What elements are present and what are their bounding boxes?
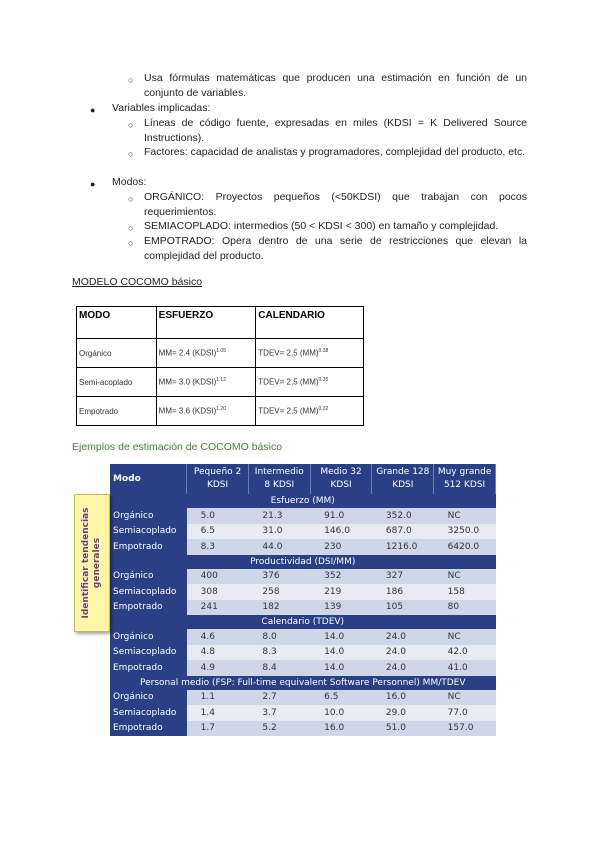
table-cell: 4.6 [187, 629, 249, 645]
table-row [110, 508, 496, 524]
table-cell: 3250.0 [434, 524, 496, 540]
cell-modo: Semi-acoplado [77, 368, 157, 397]
bullet-circle: ○ [128, 120, 134, 130]
table-cell: NC [434, 690, 496, 706]
row-label: Empotrado [110, 539, 187, 555]
table-cell: 3.7 [248, 705, 310, 721]
table-cell: 327 [372, 569, 434, 585]
table-cell: 6.5 [310, 690, 372, 706]
exponent: 1.20 [216, 406, 226, 413]
cell-modo: Empotrado [77, 397, 157, 426]
table-cell: 258 [248, 584, 310, 600]
header-modo: Modo [110, 464, 187, 494]
table-cell: 186 [372, 584, 434, 600]
table-cell: 91.0 [310, 508, 372, 524]
bullet-circle: ○ [128, 238, 134, 248]
section-title: Esfuerzo (MM) [110, 494, 496, 508]
header-muy-grande: Muy grande 512 KDSI [434, 464, 496, 494]
table-cell: 24.0 [372, 629, 434, 645]
table-row [77, 339, 364, 368]
bullet-circle: ○ [128, 149, 134, 159]
list-item-formulas: Usa fórmulas matemáticas que producen una estimación en función de un conjunto de variables. [144, 72, 527, 99]
table-cell: 14.0 [310, 645, 372, 661]
table-cell: 1.4 [187, 705, 249, 721]
table-cell: 6420.0 [434, 539, 496, 555]
table-row [110, 539, 496, 555]
table-cell: 4.8 [187, 645, 249, 661]
table-row [110, 690, 496, 706]
cocomo-basic-table [76, 306, 364, 426]
table-cell: 1.7 [187, 721, 249, 737]
table-cell: 8.3 [248, 645, 310, 661]
exponent: 1.12 [216, 377, 226, 384]
table-cell: 24.0 [372, 645, 434, 661]
exponent: 0.38 [318, 348, 329, 355]
table-cell: 5.2 [248, 721, 310, 737]
table-cell: NC [434, 569, 496, 585]
row-label: Orgánico [110, 508, 187, 524]
table-row [110, 569, 496, 585]
exponent: 0.32 [318, 406, 329, 413]
list-heading-modos: Modos: [112, 176, 147, 188]
table-cell: 41.0 [434, 660, 496, 676]
header-esfuerzo: ESFUERZO [156, 307, 256, 339]
cell-esfuerzo [156, 368, 256, 397]
list-heading-variables: Variables implicadas: [112, 102, 211, 114]
header-intermedio: Intermedio 8 KDSI [248, 464, 310, 494]
header-pequeno: Pequeño 2 KDSI [187, 464, 249, 494]
bullet-dot: ● [90, 179, 96, 189]
formula: TDEV= 2,5 (MM) [258, 348, 319, 358]
table-cell: 14.0 [310, 629, 372, 645]
row-label: Semiacoplado [110, 705, 187, 721]
table-cell: 29.0 [372, 705, 434, 721]
table-row [110, 524, 496, 540]
exponent: 1.05 [216, 348, 226, 355]
table-row [110, 721, 496, 737]
formula: MM= 3.0 (KDSI) [158, 377, 217, 387]
table-cell: 2.7 [248, 690, 310, 706]
table-cell: 8.0 [248, 629, 310, 645]
table-cell: 6.5 [187, 524, 249, 540]
table-cell: 21.3 [248, 508, 310, 524]
table-cell: 8.4 [248, 660, 310, 676]
table-cell: 158 [434, 584, 496, 600]
table-cell: 230 [310, 539, 372, 555]
row-label: Semiacoplado [110, 524, 187, 540]
table-cell: 1216.0 [372, 539, 434, 555]
examples-title: Ejemplos de estimación de COCOMO básico [72, 441, 283, 453]
list-item-organico: ORGÁNICO: Proyectos pequeños (<50KDSI) que trabajan con pocos requerimientos. [144, 191, 527, 218]
header-medio: Medio 32 KDSI [310, 464, 372, 494]
sticky-note-text: Identificar tendencias generales [81, 507, 102, 619]
table-cell: 80 [434, 600, 496, 616]
list-item-factores: Factores: capacidad de analistas y programadores, complejidad del producto, etc. [144, 146, 526, 158]
table-cell: NC [434, 508, 496, 524]
section-title: Personal medio (FSP: Full-time equivalent Software Personnel) MM/TDEV [110, 676, 496, 690]
table-row [110, 629, 496, 645]
header-calendario: CALENDARIO [256, 307, 364, 339]
table-cell: 10.0 [310, 705, 372, 721]
section-row [110, 494, 496, 508]
cell-esfuerzo [156, 339, 256, 368]
exponent: 0.35 [318, 377, 329, 384]
formula: TDEV= 2,5 (MM) [258, 406, 319, 416]
cell-calendario [256, 339, 364, 368]
table-cell: 352.0 [372, 508, 434, 524]
model-title: MODELO COCOMO básico [72, 276, 203, 288]
bullet-circle: ○ [128, 223, 134, 233]
sticky-note [74, 494, 110, 632]
table-cell: 77.0 [434, 705, 496, 721]
row-label: Orgánico [110, 629, 187, 645]
list-item-lineas: Líneas de código fuente, expresadas en miles (KDSI = K Delivered Source Instructions). [144, 117, 527, 144]
section-title: Productividad (DSI/MM) [110, 555, 496, 569]
table-cell: 105 [372, 600, 434, 616]
table-cell: 308 [187, 584, 249, 600]
table-row [77, 368, 364, 397]
bullet-circle: ○ [128, 75, 134, 85]
table-row [110, 600, 496, 616]
table-row [110, 584, 496, 600]
cocomo-examples-table [110, 464, 496, 736]
table-cell: 51.0 [372, 721, 434, 737]
table-cell: NC [434, 629, 496, 645]
table-cell: 16.0 [310, 721, 372, 737]
table-cell: 24.0 [372, 660, 434, 676]
cell-esfuerzo [156, 397, 256, 426]
table-row [110, 660, 496, 676]
section-title: Calendario (TDEV) [110, 615, 496, 629]
table-cell: 182 [248, 600, 310, 616]
formula: TDEV= 2,5 (MM) [258, 377, 319, 387]
section-row [110, 676, 496, 690]
table-cell: 42.0 [434, 645, 496, 661]
table-cell: 687.0 [372, 524, 434, 540]
cell-modo: Orgánico [77, 339, 157, 368]
table-cell: 376 [248, 569, 310, 585]
table-cell: 8.3 [187, 539, 249, 555]
row-label: Empotrado [110, 721, 187, 737]
cell-calendario [256, 368, 364, 397]
table-row [110, 705, 496, 721]
table-cell: 139 [310, 600, 372, 616]
table-cell: 16.0 [372, 690, 434, 706]
row-label: Empotrado [110, 660, 187, 676]
section-row [110, 555, 496, 569]
table-row [110, 645, 496, 661]
table-cell: 400 [187, 569, 249, 585]
table-cell: 31.0 [248, 524, 310, 540]
table-cell: 352 [310, 569, 372, 585]
table-cell: 219 [310, 584, 372, 600]
table-cell: 14.0 [310, 660, 372, 676]
row-label: Orgánico [110, 569, 187, 585]
header-modo: MODO [77, 307, 157, 339]
formula: MM= 3.6 (KDSI) [158, 406, 217, 416]
cell-calendario [256, 397, 364, 426]
table-cell: 4.9 [187, 660, 249, 676]
row-label: Semiacoplado [110, 584, 187, 600]
table-cell: 5.0 [187, 508, 249, 524]
bullet-dot: ● [90, 105, 96, 115]
row-label: Orgánico [110, 690, 187, 706]
bullet-circle: ○ [128, 194, 134, 204]
section-row [110, 615, 496, 629]
table-cell: 241 [187, 600, 249, 616]
table-cell: 157.0 [434, 721, 496, 737]
row-label: Semiacoplado [110, 645, 187, 661]
formula: MM= 2.4 (KDSI) [158, 348, 217, 358]
list-item-semiacoplado: SEMIACOPLADO: intermedios (50 < KDSI < 300) en tamaño y complejidad. [144, 220, 499, 232]
header-grande: Grande 128 KDSI [372, 464, 434, 494]
table-row [77, 397, 364, 426]
table-cell: 44.0 [248, 539, 310, 555]
row-label: Empotrado [110, 600, 187, 616]
list-item-empotrado: EMPOTRADO: Opera dentro de una serie de restricciones que elevan la complejidad del producto. [144, 235, 527, 262]
table-cell: 1.1 [187, 690, 249, 706]
table-cell: 146.0 [310, 524, 372, 540]
